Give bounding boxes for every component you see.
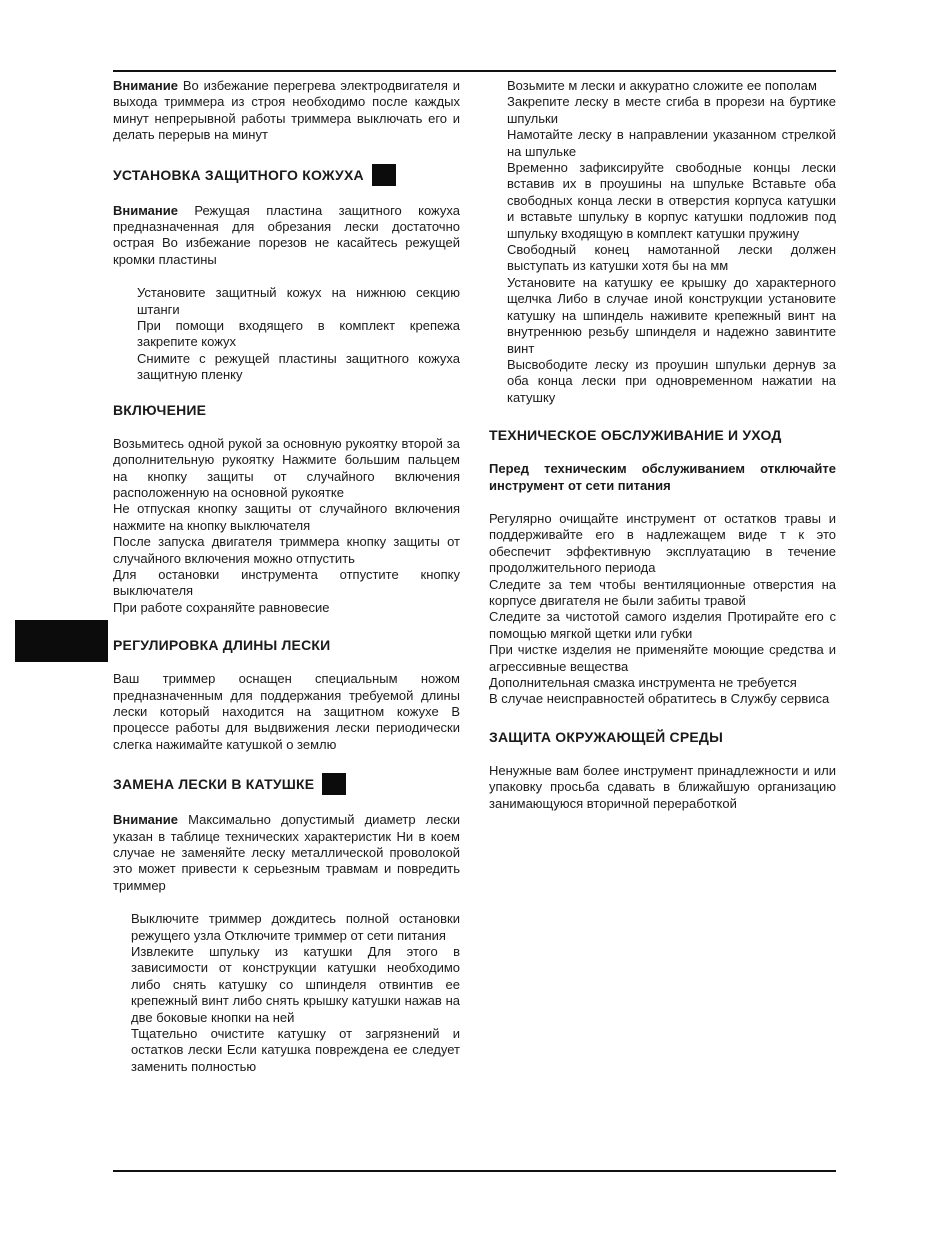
heading-text: ВКЛЮЧЕНИЕ <box>113 401 207 418</box>
left-column <box>113 78 460 1075</box>
list-item: Тщательно очистите катушку от загрязнений и остатков лески Если катушка повреждена ее следует заменить полностью <box>131 1026 460 1074</box>
paragraph: Следите за чистотой самого изделия Протирайте его с помощью мягкой щетки или губки <box>489 609 836 641</box>
heading-text: РЕГУЛИРОВКА ДЛИНЫ ЛЕСКИ <box>113 637 331 654</box>
paragraph: Возьмитесь одной рукой за основную рукоятку второй за дополнительную рукоятку Нажмите большим пальцем на кнопку защиты от случайного включения расположенную на основной рукоятке <box>113 435 460 500</box>
heading-environment <box>489 728 836 746</box>
heading-guard-install <box>113 164 460 186</box>
list-item: Намотайте леску в направлении указанном стрелкой на шпульке <box>507 127 836 159</box>
warning-label: Внимание <box>113 202 178 218</box>
warning-text: Максимально допустимый диаметр лески указан в таблице технических характеристик Ни в коем случае не заменяйте леску металлической проволокой это может привести к серьезным травмам и повредить триммер <box>113 812 460 893</box>
heading-text: ТЕХНИЧЕСКОЕ ОБСЛУЖИВАНИЕ И УХОД <box>489 427 782 444</box>
right-column <box>489 78 836 812</box>
power-paragraphs <box>113 436 460 616</box>
list-item: При помощи входящего в комплект крепежа закрепите кожух <box>137 318 460 350</box>
bottom-rule <box>113 1170 836 1172</box>
guard-steps <box>113 285 460 383</box>
heading-text: ЗАМЕНА ЛЕСКИ В КАТУШКЕ <box>113 776 315 793</box>
warning-label: Внимание <box>113 812 178 828</box>
heading-line-length <box>113 636 460 654</box>
paragraph: После запуска двигателя триммера кнопку защиты от случайного включения можно отпустить <box>113 534 460 566</box>
heading-marker-square <box>322 773 346 795</box>
replace-steps-continued <box>489 78 836 406</box>
warning-text: Во избежание перегрева электродвигателя и выхода триммера из строя необходимо после каждых минут непрерывной работы триммера выключать его и делать перерыв на минут <box>113 78 460 143</box>
paragraph: При чистке изделия не применяйте моющие средства и агрессивные вещества <box>489 642 836 674</box>
list-item: Закрепите леску в месте сгиба в прорези на буртике шпульки <box>507 94 836 126</box>
warning-text: Режущая пластина защитного кожуха предназначенная для обрезания лески достаточно острая Во избежание порезов не касайтесь режущей кромки пластины <box>113 202 460 267</box>
list-item: Высвободите леску из проушин шпульки дернув за оба конца лески при одновременном нажатии на катушку <box>507 356 836 405</box>
paragraph: В случае неисправностей обратитесь в Службу сервиса <box>489 691 830 707</box>
list-item: Выключите триммер дождитесь полной остановки режущего узла Отключите триммер от сети питания <box>131 911 460 943</box>
list-item: Временно зафиксируйте свободные концы лески вставив их в проушины на шпульке Вставьте оба свободных конца лески в отверстия корпуса катушки и вставьте шпульку в корпус катушки подложив под шпульку входящую в комплект катушки пружину <box>507 160 836 241</box>
list-item: Установите на катушку ее крышку до характерного щелчка Либо в случае иной конструкции установите катушку на шпиндель наживите крепежный винт на внутреннюю резьбу шпинделя и надежно завинтите винт <box>507 274 836 356</box>
warning-overheat <box>113 78 460 144</box>
maintenance-paragraphs <box>489 511 836 708</box>
paragraph: Дополнительная смазка инструмента не требуется <box>489 675 797 690</box>
list-item: Возьмите м лески и аккуратно сложите ее пополам <box>507 78 817 93</box>
heading-text: ЗАЩИТА ОКРУЖАЮЩЕЙ СРЕДЫ <box>489 728 724 745</box>
top-rule <box>113 70 836 72</box>
list-item: Снимите с режущей пластины защитного кожуха защитную пленку <box>137 350 460 383</box>
warning-guard <box>113 203 460 269</box>
paragraph: Регулярно очищайте инструмент от остатков травы и поддерживайте его в надлежащем виде т к это обеспечит эффективную эксплуатацию в течение продолжительного периода <box>489 510 836 576</box>
heading-power-on <box>113 401 460 419</box>
paragraph: Ненужные вам более инструмент принадлежности и или упаковку просьба сдавать в ближайшую организацию занимающуюся вторичной переработкой <box>489 762 836 811</box>
heading-marker-square <box>372 164 396 186</box>
warning-line-diameter <box>113 812 460 894</box>
paragraph: Для остановки инструмента отпустите кнопку выключателя <box>113 566 460 599</box>
paragraph: Ваш триммер оснащен специальным ножом предназначенным для поддержания требуемой длины лески который находится на защитном кожухе В процессе работы для выдвижения лески периодически слегка нажимайте катушкой о землю <box>113 671 460 752</box>
replace-steps <box>113 911 460 1075</box>
heading-text: УСТАНОВКА ЗАЩИТНОГО КОЖУХА <box>113 166 364 183</box>
heading-line-replace <box>113 773 460 795</box>
paragraph: При работе сохраняйте равновесие <box>113 599 330 615</box>
paragraph: Не отпуская кнопку защиты от случайного включения нажмите на кнопку выключателя <box>113 501 460 533</box>
paragraph: Следите за тем чтобы вентиляционные отверстия на корпусе двигателя не были забиты травой <box>489 576 836 608</box>
list-item: Извлеките шпульку из катушки Для этого в зависимости от конструкции катушки необходимо либо снять катушку со шпинделя отвинтив ее крепежный винт либо снять крышку катушки нажав на две боковые кнопки на ней <box>131 944 460 1025</box>
section-tab-marker <box>15 620 108 662</box>
list-item: Свободный конец намотанной лески должен выступать из катушки хотя бы на мм <box>507 242 836 274</box>
list-item: Установите защитный кожух на нижнюю секцию штанги <box>137 285 460 317</box>
maintenance-safety-note: Перед техническим обслуживанием отключайте инструмент от сети питания <box>489 461 836 493</box>
warning-label: Внимание <box>113 78 178 93</box>
heading-maintenance <box>489 426 836 444</box>
